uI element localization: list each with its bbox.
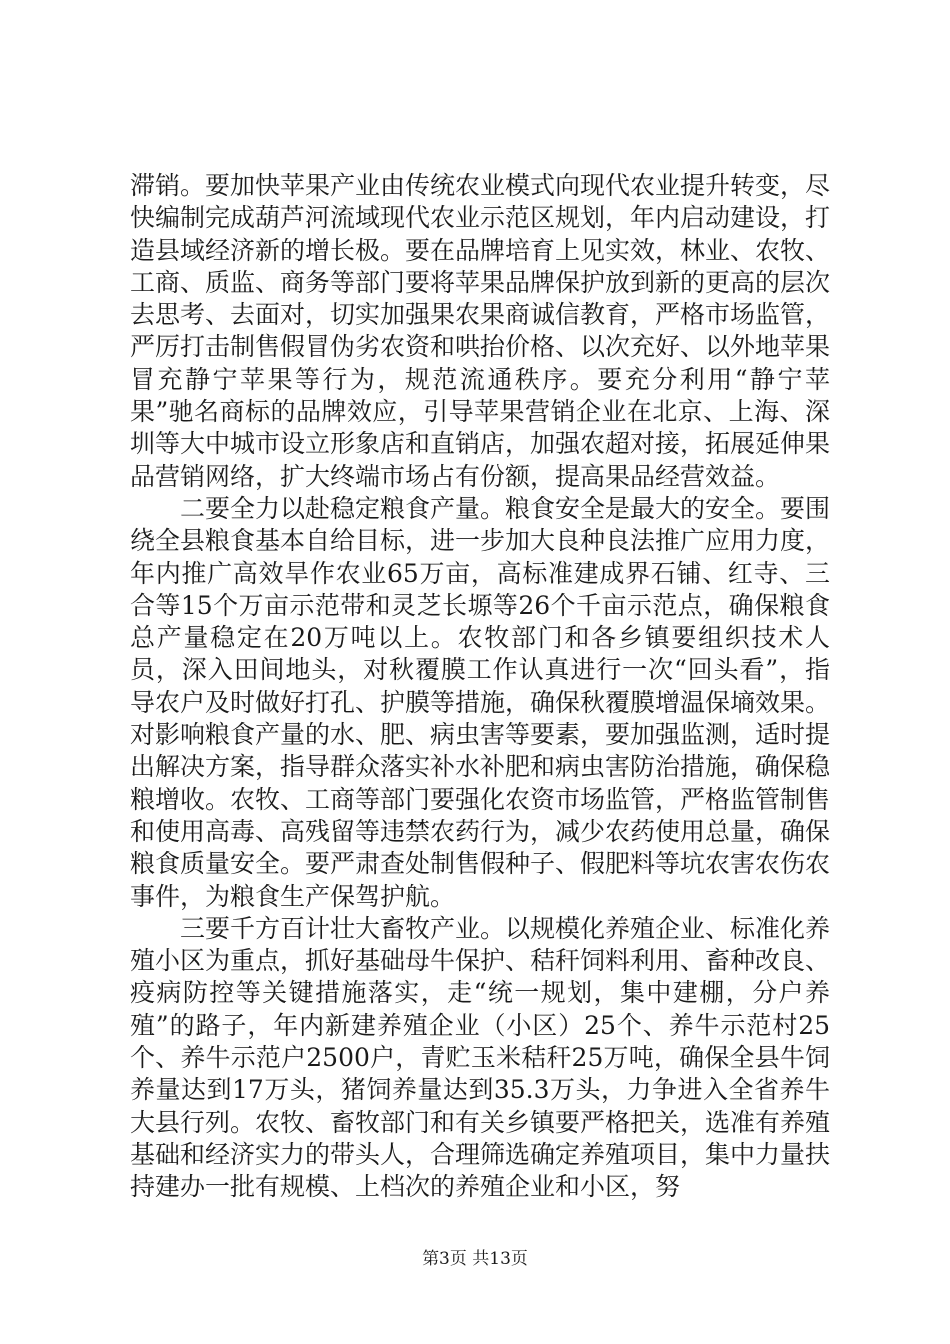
paragraph-continuation: 滞销。要加快苹果产业由传统农业模式向现代农业提升转变，尽快编制完成葫芦河流域现代农业示范区规划，年内启动建设，打造县域经济新的增长极。要在品牌培育上见实效，林业、农牧、工商、质监、商务等部门要将苹果品牌保护放到新的更高的层次去思考、去面对，切实加强果农果商诚信教育，严格市场监管，严厉打击制售假冒伪劣农资和哄抬价格、以次充好、以外地苹果冒充静宁苹果等行为，规范流通秩序。要充分利用“静宁苹果”驰名商标的品牌效应，引导苹果营销企业在北京、上海、深圳等大中城市设立形象店和直销店，加强农超对接，拓展延伸果品营销网络，扩大终端市场占有份额，提高果品经营效益。 bbox=[130, 171, 831, 491]
paragraph-grain-production: 二要全力以赴稳定粮食产量。粮食安全是最大的安全。要围绕全县粮食基本自给目标，进一步加大良种良法推广应用力度，年内推广高效旱作农业65万亩，高标准建成界石铺、红寺、三合等15个万亩示范带和灵芝长塬等26个千亩示范点，确保粮食总产量稳定在20万吨以上。农牧部门和各乡镇要组织技术人员，深入田间地头，对秋覆膜工作认真进行一次“回头看”，指导农户及时做好打孔、护膜等措施，确保秋覆膜增温保墒效果。对影响粮食产量的水、肥、病虫害等要素，要加强监测，适时提出解决方案，指导群众落实补水补肥和病虫害防治措施，确保稳粮增收。农牧、工商等部门要强化农资市场监管，严格监管制售和使用高毒、高残留等违禁农药行为，减少农药使用总量，确保粮食质量安全。要严肃查处制售假种子、假肥料等坑农害农伤农事件，为粮食生产保驾护航。 bbox=[130, 493, 831, 911]
paragraph-livestock-industry: 三要千方百计壮大畜牧产业。以规模化养殖企业、标准化养殖小区为重点，抓好基础母牛保护、秸秆饲料利用、畜种改良、疫病防控等关键措施落实，走“统一规划，集中建棚，分户养殖”的路子，年内新建养殖企业（小区）25个、养牛示范村25个、养牛示范户2500户，青贮玉米秸秆25万吨，确保全县牛饲养量达到17万头，猪饲养量达到35.3万头，力争进入全省养牛大县行列。农牧、畜牧部门和有关乡镇要严格把关，选准有养殖基础和经济实力的带头人，合理筛选确定养殖项目，集中力量扶持建办一批有规模、上档次的养殖企业和小区，努 bbox=[130, 913, 831, 1202]
body-text bbox=[130, 170, 830, 1204]
page-number-footer: 第3页 共13页 bbox=[422, 1249, 528, 1269]
